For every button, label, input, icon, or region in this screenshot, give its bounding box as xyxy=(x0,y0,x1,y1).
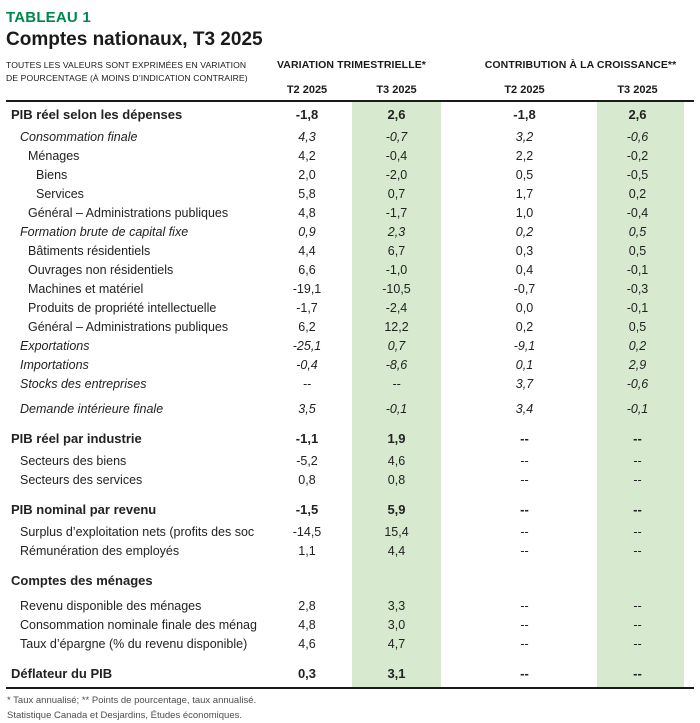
row-value: -10,5 xyxy=(382,281,411,296)
row-value: -0,1 xyxy=(626,262,649,277)
row-label: Produits de propriété intellectuelle xyxy=(28,300,217,315)
row-label: Déflateur du PIB xyxy=(11,666,113,681)
table-row xyxy=(6,634,694,653)
row-value: 0,8 xyxy=(387,472,406,487)
row-value: 6,7 xyxy=(387,243,406,258)
row-value: 4,8 xyxy=(298,205,316,220)
row-value: -- xyxy=(633,543,642,558)
table-body xyxy=(6,102,694,689)
row-value: -1,7 xyxy=(296,300,318,315)
row-value: 2,6 xyxy=(628,107,647,122)
row-value: -14,5 xyxy=(292,524,322,539)
row-value: -- xyxy=(520,524,529,539)
row-value: 4,4 xyxy=(387,543,406,558)
row-label: Exportations xyxy=(20,338,90,353)
row-value: -- xyxy=(633,524,642,539)
row-label: Consommation nominale finale des ménag xyxy=(20,617,257,632)
row-value: 1,7 xyxy=(515,186,534,201)
row-value: -- xyxy=(520,502,529,517)
row-value: 3,7 xyxy=(515,376,534,391)
row-label: Général – Administrations publiques xyxy=(28,205,229,220)
row-label: Demande intérieure finale xyxy=(20,401,164,416)
row-label: Général – Administrations publiques xyxy=(28,319,229,334)
table-row xyxy=(6,127,694,146)
row-label: Consommation finale xyxy=(20,129,138,144)
row-value: -- xyxy=(520,472,529,487)
row-value: -- xyxy=(633,453,642,468)
table-row xyxy=(6,105,694,124)
table-row xyxy=(6,203,694,222)
row-label: PIB nominal par revenu xyxy=(11,502,157,517)
row-value: 0,7 xyxy=(387,338,406,353)
row-value: 0,5 xyxy=(515,167,534,182)
row-value: 4,4 xyxy=(298,243,316,258)
row-value: 1,1 xyxy=(298,543,316,558)
row-label: PIB réel selon les dépenses xyxy=(11,107,183,122)
row-label: Comptes des ménages xyxy=(11,573,153,588)
footnote-source: Statistique Canada et Desjardins, Études économiques. xyxy=(7,709,242,721)
table-row xyxy=(6,522,694,541)
row-value: -2,4 xyxy=(385,300,408,315)
page-title: Comptes nationaux, T3 2025 xyxy=(6,29,263,50)
row-value: 3,0 xyxy=(387,617,406,632)
footnote-definitions: * Taux annualisé; ** Points de pourcentage, taux annualisé. xyxy=(7,695,257,706)
row-value: -0,1 xyxy=(626,300,649,315)
row-value: 4,6 xyxy=(298,636,316,651)
row-label: Ménages xyxy=(28,148,80,163)
table-row xyxy=(6,279,694,298)
row-value: 5,8 xyxy=(298,186,316,201)
row-label: Services xyxy=(36,186,84,201)
row-value: -- xyxy=(633,636,642,651)
row-value: -- xyxy=(520,666,529,681)
row-value: 2,2 xyxy=(515,148,534,163)
row-label: PIB réel par industrie xyxy=(11,431,142,446)
table-row xyxy=(6,146,694,165)
row-value: -0,1 xyxy=(385,401,408,416)
row-label: Biens xyxy=(36,167,68,182)
row-value: 2,9 xyxy=(628,357,647,372)
row-value: -1,5 xyxy=(295,502,319,517)
row-value: -- xyxy=(520,431,529,446)
table-row xyxy=(6,664,694,683)
table-row xyxy=(6,241,694,260)
row-value: -5,2 xyxy=(296,453,318,468)
row-value: -0,1 xyxy=(626,401,649,416)
row-value: -9,1 xyxy=(513,338,536,353)
row-value: 0,8 xyxy=(298,472,316,487)
table-row xyxy=(6,615,694,634)
table-row xyxy=(6,165,694,184)
row-value: -0,4 xyxy=(385,148,408,163)
row-value: 0,0 xyxy=(515,300,534,315)
row-value: 12,2 xyxy=(384,319,409,334)
row-label: Revenu disponible des ménages xyxy=(20,598,202,613)
row-value: 0,2 xyxy=(515,319,534,334)
row-value: -2,0 xyxy=(385,167,408,182)
row-value: 0,1 xyxy=(515,357,534,372)
column-header-t3-contribution: T3 2025 xyxy=(617,84,658,96)
units-note: TOUTES LES VALEURS SONT EXPRIMÉES EN VARIATION DE POURCENTAGE (À MOINS D’INDICATION CONTRAIRE) xyxy=(6,60,248,83)
column-header-t2-contribution: T2 2025 xyxy=(504,84,545,96)
table-row xyxy=(6,336,694,355)
row-value: -- xyxy=(520,598,529,613)
row-value: -- xyxy=(633,617,642,632)
row-value: 0,5 xyxy=(628,224,647,239)
row-value: 4,2 xyxy=(298,148,316,163)
table-rows xyxy=(6,105,694,683)
row-value: -- xyxy=(633,472,642,487)
column-header-t3-variation: T3 2025 xyxy=(376,84,417,96)
table-row xyxy=(6,429,694,448)
table-row xyxy=(6,222,694,241)
table-row xyxy=(6,317,694,336)
row-value: -0,6 xyxy=(626,376,649,391)
row-value: 0,2 xyxy=(628,338,647,353)
row-value: -1,8 xyxy=(295,107,319,122)
row-value: -- xyxy=(520,617,529,632)
row-label: Secteurs des biens xyxy=(20,453,127,468)
table-row xyxy=(6,451,694,470)
column-group-variation: VARIATION TRIMESTRIELLE* xyxy=(276,59,426,71)
row-value: 2,3 xyxy=(387,224,406,239)
row-value: 0,5 xyxy=(628,319,647,334)
row-value: 3,3 xyxy=(387,598,406,613)
row-label: Surplus d’exploitation nets (profits des soc xyxy=(20,524,255,539)
table-row xyxy=(6,500,694,519)
row-value: 0,4 xyxy=(515,262,534,277)
row-label: Bâtiments résidentiels xyxy=(28,243,151,258)
row-value: 6,6 xyxy=(298,262,316,277)
table-row xyxy=(6,374,694,393)
row-value: -0,4 xyxy=(626,205,649,220)
table-row xyxy=(6,355,694,374)
row-value: -- xyxy=(520,636,529,651)
table-row xyxy=(6,470,694,489)
row-value: 4,6 xyxy=(387,453,406,468)
row-value: 0,7 xyxy=(387,186,406,201)
row-value: 0,3 xyxy=(297,666,317,681)
column-group-contribution: CONTRIBUTION À LA CROISSANCE** xyxy=(484,59,677,71)
row-value: 2,6 xyxy=(387,107,406,122)
row-label: Formation brute de capital fixe xyxy=(20,224,189,239)
row-value: -0,7 xyxy=(513,281,536,296)
row-value: 2,8 xyxy=(298,598,316,613)
row-value: 0,2 xyxy=(515,224,534,239)
row-label: Taux d’épargne (% du revenu disponible) xyxy=(20,636,248,651)
row-value: -- xyxy=(520,453,529,468)
row-value: 3,4 xyxy=(515,401,534,416)
row-value: 6,2 xyxy=(298,319,316,334)
row-value: -0,2 xyxy=(626,148,649,163)
row-value: -1,1 xyxy=(295,431,319,446)
row-label: Rémunération des employés xyxy=(20,543,180,558)
row-value: -0,6 xyxy=(626,129,649,144)
row-value: -1,7 xyxy=(385,205,408,220)
row-value: 3,5 xyxy=(298,401,316,416)
row-value: -19,1 xyxy=(292,281,322,296)
row-value: -- xyxy=(633,431,642,446)
row-value: 1,9 xyxy=(387,431,406,446)
row-value: 4,7 xyxy=(387,636,406,651)
row-value: 15,4 xyxy=(384,524,409,539)
row-value: 3,1 xyxy=(387,666,406,681)
row-value: -- xyxy=(520,543,529,558)
row-value: -25,1 xyxy=(292,338,322,353)
row-value: -- xyxy=(392,376,401,391)
row-value: -- xyxy=(633,502,642,517)
row-label: Stocks des entreprises xyxy=(20,376,147,391)
row-value: 0,2 xyxy=(628,186,647,201)
row-value: 0,5 xyxy=(628,243,647,258)
table-row xyxy=(6,298,694,317)
row-label: Secteurs des services xyxy=(20,472,143,487)
row-value: -- xyxy=(633,598,642,613)
column-header-t2-variation: T2 2025 xyxy=(286,84,328,96)
row-value: -0,7 xyxy=(385,129,408,144)
row-value: -0,3 xyxy=(626,281,649,296)
row-value: -1,8 xyxy=(513,107,536,122)
table-number-label: TABLEAU 1 xyxy=(6,9,91,26)
row-value: 4,3 xyxy=(298,129,316,144)
table-row xyxy=(6,596,694,615)
row-value: -0,5 xyxy=(626,167,649,182)
row-value: -1,0 xyxy=(385,262,408,277)
table-row xyxy=(6,541,694,560)
table-row xyxy=(6,571,694,590)
row-value: -8,6 xyxy=(385,357,408,372)
row-value: -0,4 xyxy=(296,357,318,372)
footnotes xyxy=(6,694,694,723)
row-value: 4,8 xyxy=(298,617,316,632)
row-value: 5,9 xyxy=(387,502,406,517)
row-value: 3,2 xyxy=(515,129,534,144)
row-value: -- xyxy=(633,666,642,681)
table-row xyxy=(6,184,694,203)
row-label: Importations xyxy=(20,357,89,372)
row-label: Machines et matériel xyxy=(28,281,144,296)
row-value: 1,0 xyxy=(515,205,534,220)
table-row xyxy=(6,399,694,418)
table-row xyxy=(6,260,694,279)
row-value: 0,9 xyxy=(298,224,316,239)
row-value: 0,3 xyxy=(515,243,534,258)
table-header xyxy=(6,51,694,102)
row-label: Ouvrages non résidentiels xyxy=(28,262,174,277)
row-value: 2,0 xyxy=(298,167,316,182)
row-value: -- xyxy=(302,376,312,391)
